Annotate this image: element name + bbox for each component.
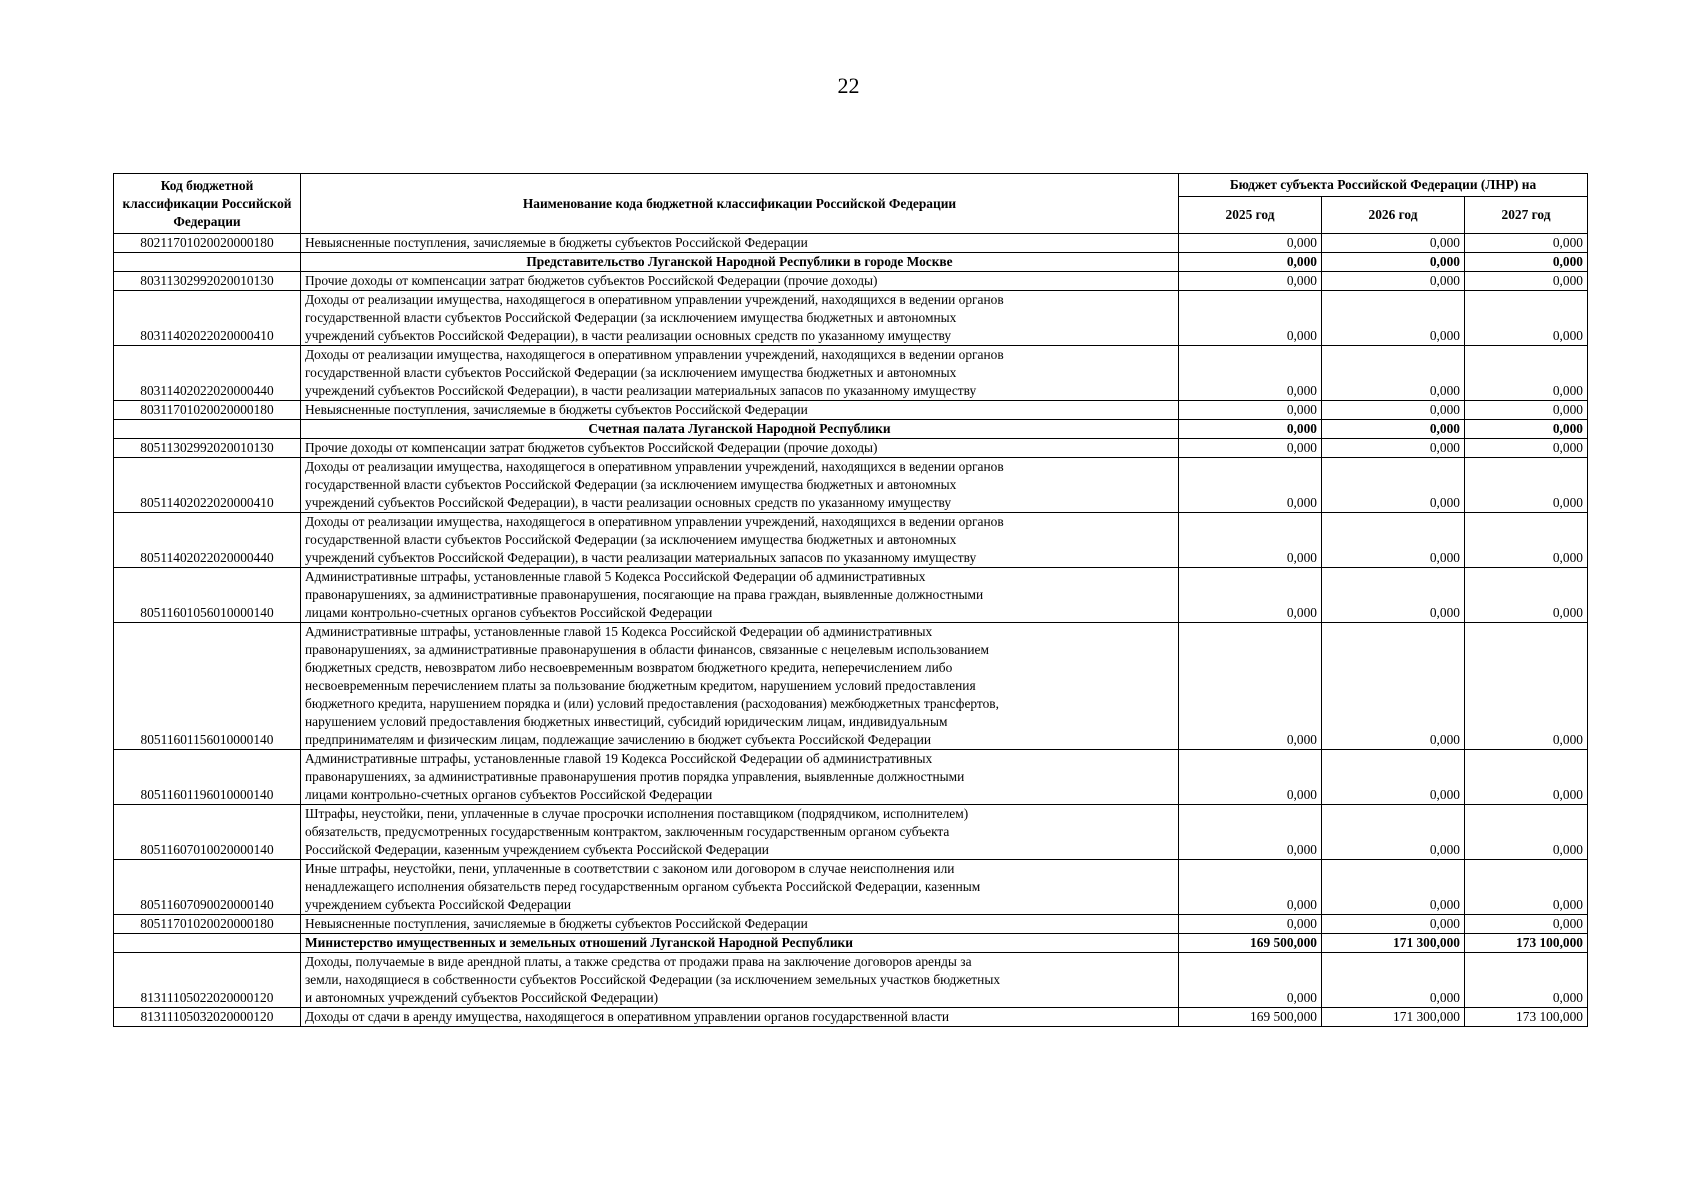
cell-value-2027: 0,000: [1465, 253, 1588, 272]
header-budget-group: Бюджет субъекта Российской Федерации (ЛНР) на: [1179, 174, 1588, 197]
cell-value-2025: 0,000: [1179, 953, 1322, 1008]
header-year-2025: 2025 год: [1179, 197, 1322, 234]
cell-value-2025: 0,000: [1179, 750, 1322, 805]
table-row: [114, 458, 1588, 513]
cell-code: [114, 420, 301, 439]
cell-name: Доходы от реализации имущества, находящегося в оперативном управлении учреждений, находящихся в ведении органов государственной власти субъектов Российской Федерации (за исключением имущества бюджетных и автономных учреждений субъектов Российской Федерации), в части реализации основных средств по указанному имуществу: [301, 291, 1179, 346]
cell-value-2026: 171 300,000: [1322, 934, 1465, 953]
cell-value-2026: 0,000: [1322, 272, 1465, 291]
cell-code: 80511607010020000140: [114, 805, 301, 860]
cell-code: 80311402022020000440: [114, 346, 301, 401]
cell-name: Доходы, получаемые в виде арендной платы, а также средства от продажи права на заключение договоров аренды за земли, находящиеся в собственности субъектов Российской Федерации (за исключением земельных участков бюджетных и автономных учреждений субъектов Российской Федерации): [301, 953, 1179, 1008]
cell-value-2026: 0,000: [1322, 401, 1465, 420]
cell-code: 80311402022020000410: [114, 291, 301, 346]
cell-name: Административные штрафы, установленные главой 15 Кодекса Российской Федерации об административных правонарушениях, за административные правонарушения в области финансов, связанные с нецелевым использованием бюджетных средств, невозвратом либо несвоевременным возвратом бюджетного кредита, неперечислением либо несвоевременным перечислением платы за пользование бюджетным кредитом, нарушением условий предоставления бюджетного кредита, нарушением порядка и (или) условий предоставления (расходования) межбюджетных трансфертов, нарушением условий предоставления бюджетных инвестиций, субсидий юридическим лицам, индивидуальным предпринимателям и физическим лицам, подлежащие зачислению в бюджет субъекта Российской Федерации: [301, 623, 1179, 750]
cell-value-2025: 0,000: [1179, 346, 1322, 401]
cell-name: Иные штрафы, неустойки, пени, уплаченные в соответствии с законом или договором в случае неисполнения или ненадлежащего исполнения обязательств перед государственным органом субъекта Российской Федерации, казенным учреждением субъекта Российской Федерации: [301, 860, 1179, 915]
table-row: [114, 805, 1588, 860]
cell-value-2026: 0,000: [1322, 953, 1465, 1008]
cell-value-2027: 0,000: [1465, 750, 1588, 805]
table-row: [114, 568, 1588, 623]
cell-code: 81311105032020000120: [114, 1008, 301, 1027]
cell-value-2027: 0,000: [1465, 401, 1588, 420]
cell-value-2026: 0,000: [1322, 623, 1465, 750]
cell-value-2025: 169 500,000: [1179, 934, 1322, 953]
cell-name: Доходы от реализации имущества, находящегося в оперативном управлении учреждений, находящихся в ведении органов государственной власти субъектов Российской Федерации (за исключением имущества бюджетных и автономных учреждений субъектов Российской Федерации), в части реализации основных средств по указанному имуществу: [301, 458, 1179, 513]
cell-value-2025: 0,000: [1179, 253, 1322, 272]
cell-value-2025: 0,000: [1179, 401, 1322, 420]
cell-value-2026: 0,000: [1322, 750, 1465, 805]
cell-code: 80311302992020010130: [114, 272, 301, 291]
cell-value-2027: 0,000: [1465, 623, 1588, 750]
cell-code: 80211701020020000180: [114, 234, 301, 253]
cell-name: Штрафы, неустойки, пени, уплаченные в случае просрочки исполнения поставщиком (подрядчиком, исполнителем) обязательств, предусмотренных государственным контрактом, заключенным государственным органом субъекта Российской Федерации, казенным учреждением субъекта Российской Федерации: [301, 805, 1179, 860]
cell-value-2027: 0,000: [1465, 234, 1588, 253]
budget-table: [113, 173, 1588, 1027]
cell-value-2026: 0,000: [1322, 805, 1465, 860]
cell-code: 80511701020020000180: [114, 915, 301, 934]
cell-value-2026: 0,000: [1322, 291, 1465, 346]
cell-value-2027: 0,000: [1465, 805, 1588, 860]
cell-value-2027: 173 100,000: [1465, 1008, 1588, 1027]
cell-value-2025: 0,000: [1179, 513, 1322, 568]
cell-value-2026: 0,000: [1322, 420, 1465, 439]
cell-code: 80511302992020010130: [114, 439, 301, 458]
cell-name: Невыясненные поступления, зачисляемые в бюджеты субъектов Российской Федерации: [301, 915, 1179, 934]
cell-value-2025: 0,000: [1179, 915, 1322, 934]
cell-value-2027: 0,000: [1465, 291, 1588, 346]
cell-value-2025: 0,000: [1179, 805, 1322, 860]
table-row: [114, 234, 1588, 253]
table-row: [114, 915, 1588, 934]
cell-value-2026: 0,000: [1322, 568, 1465, 623]
cell-code: 80511601056010000140: [114, 568, 301, 623]
cell-code: 80511402022020000410: [114, 458, 301, 513]
header-code: Код бюджетной классификации Российской Федерации: [114, 174, 301, 234]
cell-value-2026: 0,000: [1322, 513, 1465, 568]
cell-name: Административные штрафы, установленные главой 5 Кодекса Российской Федерации об административных правонарушениях, за административные правонарушения, посягающие на права граждан, выявленные должностными лицами контрольно-счетных органов субъектов Российской Федерации: [301, 568, 1179, 623]
cell-value-2025: 0,000: [1179, 272, 1322, 291]
cell-section-title: Министерство имущественных и земельных отношений Луганской Народной Республики: [301, 934, 1179, 953]
cell-value-2026: 0,000: [1322, 915, 1465, 934]
cell-value-2026: 0,000: [1322, 439, 1465, 458]
cell-value-2027: 0,000: [1465, 346, 1588, 401]
cell-section-title: Представительство Луганской Народной Республики в городе Москве: [301, 253, 1179, 272]
cell-value-2025: 0,000: [1179, 860, 1322, 915]
table-row: [114, 272, 1588, 291]
table-row: [114, 750, 1588, 805]
cell-name: Невыясненные поступления, зачисляемые в бюджеты субъектов Российской Федерации: [301, 234, 1179, 253]
table-row: [114, 623, 1588, 750]
cell-value-2027: 0,000: [1465, 439, 1588, 458]
table-row: [114, 401, 1588, 420]
cell-value-2027: 0,000: [1465, 568, 1588, 623]
cell-code: 80511402022020000440: [114, 513, 301, 568]
cell-value-2026: 0,000: [1322, 253, 1465, 272]
table-row: [114, 1008, 1588, 1027]
cell-value-2027: 0,000: [1465, 420, 1588, 439]
header-year-2027: 2027 год: [1465, 197, 1588, 234]
cell-code: 80311701020020000180: [114, 401, 301, 420]
cell-section-title: Счетная палата Луганской Народной Республики: [301, 420, 1179, 439]
cell-name: Прочие доходы от компенсации затрат бюджетов субъектов Российской Федерации (прочие доходы): [301, 272, 1179, 291]
cell-value-2025: 0,000: [1179, 234, 1322, 253]
table-section-row: [114, 934, 1588, 953]
cell-value-2025: 0,000: [1179, 568, 1322, 623]
cell-name: Доходы от сдачи в аренду имущества, находящегося в оперативном управлении органов государственной власти: [301, 1008, 1179, 1027]
cell-value-2026: 0,000: [1322, 346, 1465, 401]
header-name: Наименование кода бюджетной классификации Российской Федерации: [301, 174, 1179, 234]
cell-value-2027: 0,000: [1465, 915, 1588, 934]
cell-name: Доходы от реализации имущества, находящегося в оперативном управлении учреждений, находящихся в ведении органов государственной власти субъектов Российской Федерации (за исключением имущества бюджетных и автономных учреждений субъектов Российской Федерации), в части реализации материальных запасов по указанному имуществу: [301, 346, 1179, 401]
cell-value-2026: 0,000: [1322, 458, 1465, 513]
table-row: [114, 291, 1588, 346]
cell-value-2025: 0,000: [1179, 439, 1322, 458]
cell-code: 81311105022020000120: [114, 953, 301, 1008]
cell-name: Административные штрафы, установленные главой 19 Кодекса Российской Федерации об административных правонарушениях, за административные правонарушения против порядка управления, выявленные должностными лицами контрольно-счетных органов субъектов Российской Федерации: [301, 750, 1179, 805]
table-row: [114, 346, 1588, 401]
table-section-row: [114, 420, 1588, 439]
cell-value-2027: 0,000: [1465, 860, 1588, 915]
table-body: [114, 234, 1588, 1027]
table-section-row: [114, 253, 1588, 272]
cell-value-2027: 173 100,000: [1465, 934, 1588, 953]
cell-value-2027: 0,000: [1465, 458, 1588, 513]
cell-value-2025: 0,000: [1179, 291, 1322, 346]
header-year-2026: 2026 год: [1322, 197, 1465, 234]
table-row: [114, 513, 1588, 568]
cell-value-2026: 0,000: [1322, 860, 1465, 915]
table-row: [114, 953, 1588, 1008]
cell-code: [114, 253, 301, 272]
cell-value-2025: 169 500,000: [1179, 1008, 1322, 1027]
cell-code: 80511607090020000140: [114, 860, 301, 915]
cell-value-2027: 0,000: [1465, 953, 1588, 1008]
cell-code: [114, 934, 301, 953]
cell-value-2025: 0,000: [1179, 420, 1322, 439]
table-row: [114, 439, 1588, 458]
cell-value-2026: 0,000: [1322, 234, 1465, 253]
table-row: [114, 860, 1588, 915]
page-number: 22: [837, 73, 860, 98]
cell-name: Невыясненные поступления, зачисляемые в бюджеты субъектов Российской Федерации: [301, 401, 1179, 420]
cell-code: 80511601196010000140: [114, 750, 301, 805]
cell-value-2025: 0,000: [1179, 458, 1322, 513]
cell-name: Доходы от реализации имущества, находящегося в оперативном управлении учреждений, находящихся в ведении органов государственной власти субъектов Российской Федерации (за исключением имущества бюджетных и автономных учреждений субъектов Российской Федерации), в части реализации материальных запасов по указанному имуществу: [301, 513, 1179, 568]
cell-value-2026: 171 300,000: [1322, 1008, 1465, 1027]
cell-value-2027: 0,000: [1465, 272, 1588, 291]
cell-name: Прочие доходы от компенсации затрат бюджетов субъектов Российской Федерации (прочие доходы): [301, 439, 1179, 458]
cell-code: 80511601156010000140: [114, 623, 301, 750]
cell-value-2027: 0,000: [1465, 513, 1588, 568]
cell-value-2025: 0,000: [1179, 623, 1322, 750]
